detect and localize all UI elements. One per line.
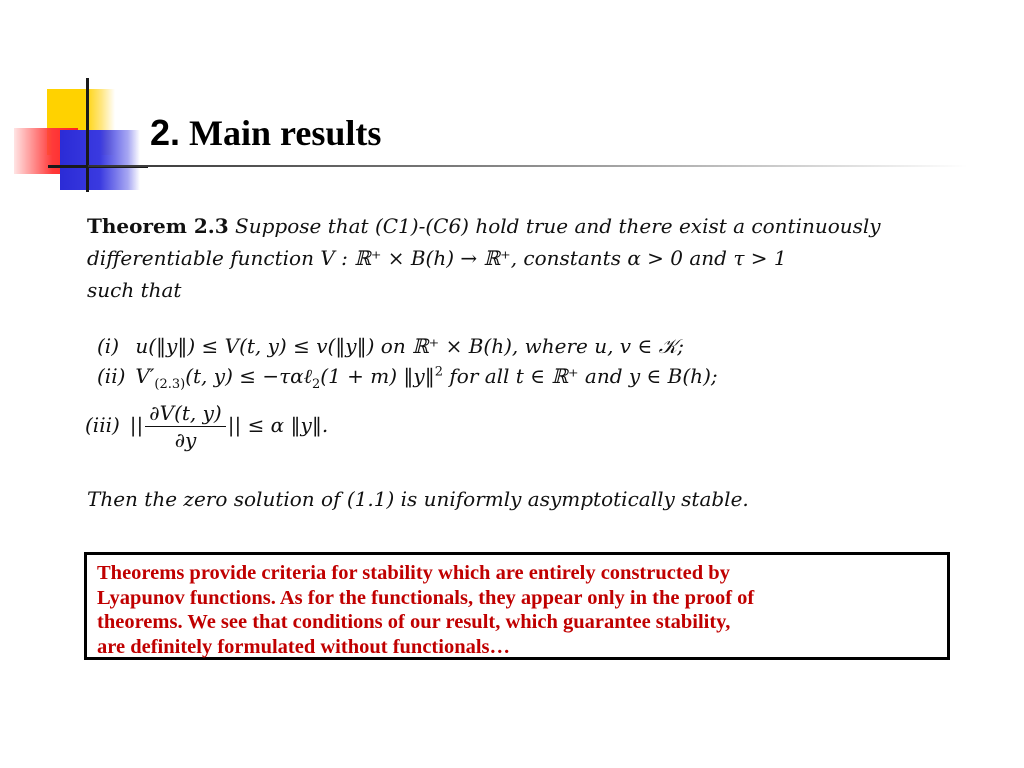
theorem-conclusion: Then the zero solution of (1.1) is uniformly asymptotically stable. [87, 487, 749, 511]
condition-iii-label: (iii) [85, 413, 120, 437]
condition-ii [97, 364, 718, 392]
theorem-label: Theorem 2.3 [87, 214, 229, 238]
condition-iii-rest: || ≤ α ‖y‖. [227, 413, 329, 437]
title-underline [88, 165, 968, 167]
slide-title [150, 112, 381, 154]
theorem-text-4: such that [87, 278, 182, 302]
decorative-vertical-line [86, 78, 89, 192]
condition-i-text: on ℝ⁺ × B(h), where u, v ∈ 𝒦; [380, 334, 684, 358]
condition-ii-math-a: V′ [135, 364, 155, 388]
condition-iii [85, 400, 328, 453]
note-box [84, 552, 950, 660]
theorem-statement [87, 210, 962, 306]
condition-ii-subscript-2: 2 [312, 377, 321, 392]
condition-ii-label: (ii) [97, 364, 126, 388]
condition-iii-open: || [129, 413, 144, 437]
theorem-text-3: and [689, 246, 727, 270]
note-line-4: are definitely formulated without functionals… [97, 635, 511, 658]
condition-iii-fraction [145, 400, 225, 453]
condition-i-math: u(‖y‖) ≤ V(t, y) ≤ v(‖y‖) [135, 334, 375, 358]
theorem-text-1: Suppose that (C1)-(C6) hold true and there exist a continuously differentiable function [87, 214, 881, 270]
theorem-math-2: α > 0 [627, 246, 684, 270]
fraction-denominator: ∂y [174, 428, 197, 452]
theorem-math-3: τ > 1 [733, 246, 787, 270]
condition-i [97, 334, 684, 358]
condition-ii-superscript: 2 [434, 364, 444, 380]
note-line-1: Theorems provide criteria for stability which are entirely constructed by [97, 562, 730, 584]
note-line-3: theorems. We see that conditions of our result, which guarantee stability, [97, 611, 731, 633]
title-text: Main results [180, 113, 382, 153]
condition-ii-math-b: (t, y) ≤ −ταℓ [185, 364, 313, 388]
theorem-math-1: V : ℝ⁺ × B(h) → ℝ⁺, [320, 246, 518, 270]
theorem-text-2: constants [523, 246, 621, 270]
title-number: 2. [150, 112, 181, 153]
fraction-numerator: ∂V(t, y) [145, 400, 225, 427]
condition-ii-subscript: (2.3) [154, 377, 186, 392]
decorative-blue-square [60, 130, 140, 190]
condition-i-label: (i) [97, 334, 120, 358]
condition-ii-math-c: (1 + m) ‖y‖ [320, 364, 435, 388]
note-line-2: Lyapunov functions. As for the functionals, they appear only in the proof of [97, 586, 755, 609]
condition-ii-text: for all t ∈ ℝ⁺ and y ∈ B(h); [449, 364, 718, 388]
note-text [97, 561, 947, 659]
